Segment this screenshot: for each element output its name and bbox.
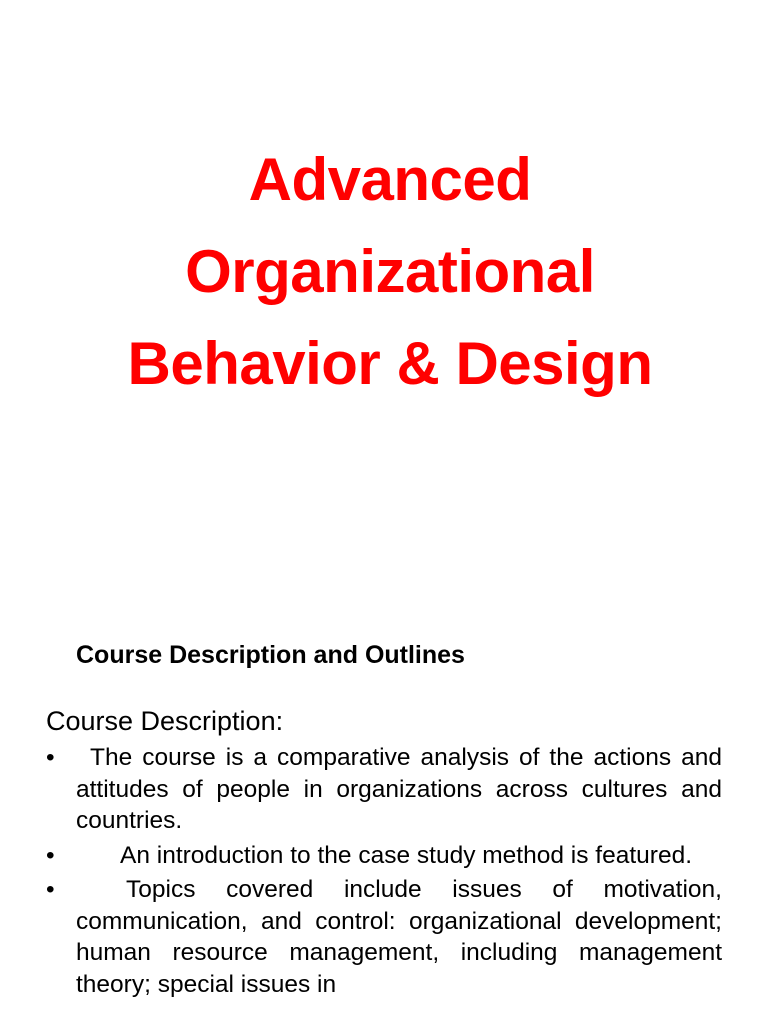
bullet-marker: • (46, 744, 55, 771)
bullet-list (46, 742, 722, 1003)
bullet-text: An introduction to the case study method is featured. (120, 841, 693, 869)
list-item (46, 840, 722, 872)
list-item (46, 874, 722, 1000)
title-line-1: Advanced (248, 146, 532, 213)
bullet-marker: • (46, 841, 55, 869)
section-heading: Course Description and Outlines (76, 641, 465, 669)
title-line-2: Organizational (185, 238, 595, 305)
page-title (60, 134, 720, 410)
description-label: Course Description: (46, 706, 284, 736)
list-item (46, 742, 722, 837)
bullet-text: The course is a comparative analysis of the actions and attitudes of people in organizations across cultures and countries. (76, 744, 722, 834)
bullet-marker: • (46, 876, 55, 903)
title-line-3: Behavior & Design (127, 330, 653, 397)
bullet-text: Topics covered include issues of motivation, communication, and control: organizational development; human resource management, including management theory; special issues in (76, 876, 722, 998)
